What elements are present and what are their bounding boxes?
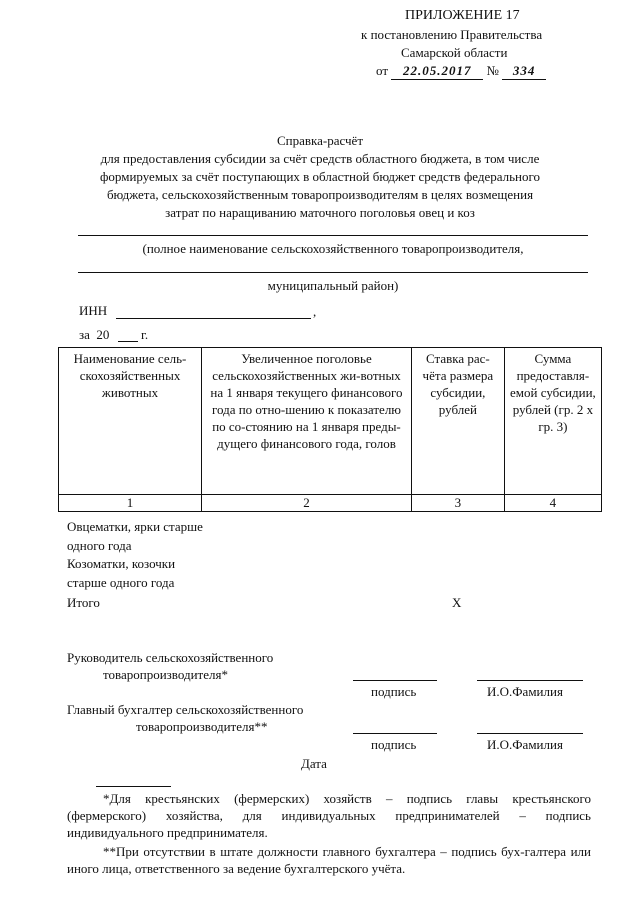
decree-date: 22.05.2017 [391,63,483,80]
footnote-separator [96,786,171,787]
head-signature-line [353,680,437,681]
decree-date-row [376,63,576,80]
col-header-2: Увеличенное поголовье сельскохозяйственных жи-вотных на 1 января текущего финансового года по отно-шению к показателю по со-стоянию на 1 января преды-дущего финансового года, голов [202,348,412,495]
year-prefix: за 20 [79,327,110,342]
accountant-name-caption: И.О.Фамилия [487,737,563,752]
col-header-4: Сумма предоставля-емой субсидии, рублей (гр. 2 х гр. 3) [504,348,601,495]
head-title-1: Руководитель сельскохозяйственного [67,650,274,665]
doc-title: Справка-расчёт [276,133,364,148]
accountant-title-2: товаропроизводителя** [136,719,268,734]
doc-subtitle-1: для предоставления субсидии за счёт средств областного бюджета, в том числе [100,151,540,166]
region-name: Самарской области [401,45,508,60]
doc-subtitle-2: формируемых за счёт поступающих в областной бюджет средств федерального [99,169,540,184]
full-name-line [78,235,588,236]
column-number-row [59,495,602,512]
head-name-line [477,680,583,681]
footnote-1: *Для крестьянских (фермерских) хозяйств – подпись главы крестьянского (фермерского) хозяйства, для индивидуальных предпринимателей – подпись индивидуального предпринимателя. [67,791,591,840]
col-number-4: 4 [504,495,601,512]
head-signature-caption: подпись [371,684,417,699]
date-from-label: от [376,63,389,78]
district-caption: муниципальный район) [267,278,399,293]
accountant-signature-caption: подпись [371,737,417,752]
table-header-row [59,348,602,495]
doc-subtitle-4: затрат по наращиванию маточного поголовья овец и коз [165,205,475,220]
accountant-signature-line [353,733,437,734]
decree-reference: к постановлению Правительства [361,27,543,42]
decree-number: 334 [502,63,546,80]
head-name-caption: И.О.Фамилия [487,684,563,699]
inn-comma: , [313,304,317,319]
number-label: № [486,63,499,78]
accountant-title-1: Главный бухгалтер сельскохозяйственного [67,702,304,717]
total-rate-mark: Х [452,595,462,610]
total-label: Итого [67,595,100,610]
inn-line [116,318,311,319]
col-header-1: Наименование сель-скохозяйственных животных [59,348,202,495]
inn-label: ИНН [79,303,108,318]
col-number-3: 3 [411,495,504,512]
year-line [118,341,138,342]
district-line [78,272,588,273]
row-label-goats: Козоматки, козочки старше одного года [67,556,176,590]
doc-subtitle-3: бюджета, сельскохозяйственным товаропроизводителям в целях возмещения [106,187,534,202]
appendix-number: ПРИЛОЖЕНИЕ 17 [405,8,520,23]
full-name-caption: (полное наименование сельскохозяйственного товаропроизводителя, [142,241,524,256]
head-title-2: товаропроизводителя* [103,667,228,682]
col-header-3: Ставка рас-чёта размера субсидии, рублей [411,348,504,495]
col-number-1: 1 [59,495,202,512]
col-number-2: 2 [202,495,412,512]
accountant-name-line [477,733,583,734]
footnote-2: **При отсутствии в штате должности главного бухгалтера – подпись бух-галтера или иного лица, ответственного за ведение бухгалтерского учёта. [67,844,591,876]
subsidy-table [58,347,602,512]
date-label: Дата [301,756,327,771]
year-suffix: г. [141,327,149,342]
row-label-sheep: Овцематки, ярки старше одного года [67,519,203,553]
